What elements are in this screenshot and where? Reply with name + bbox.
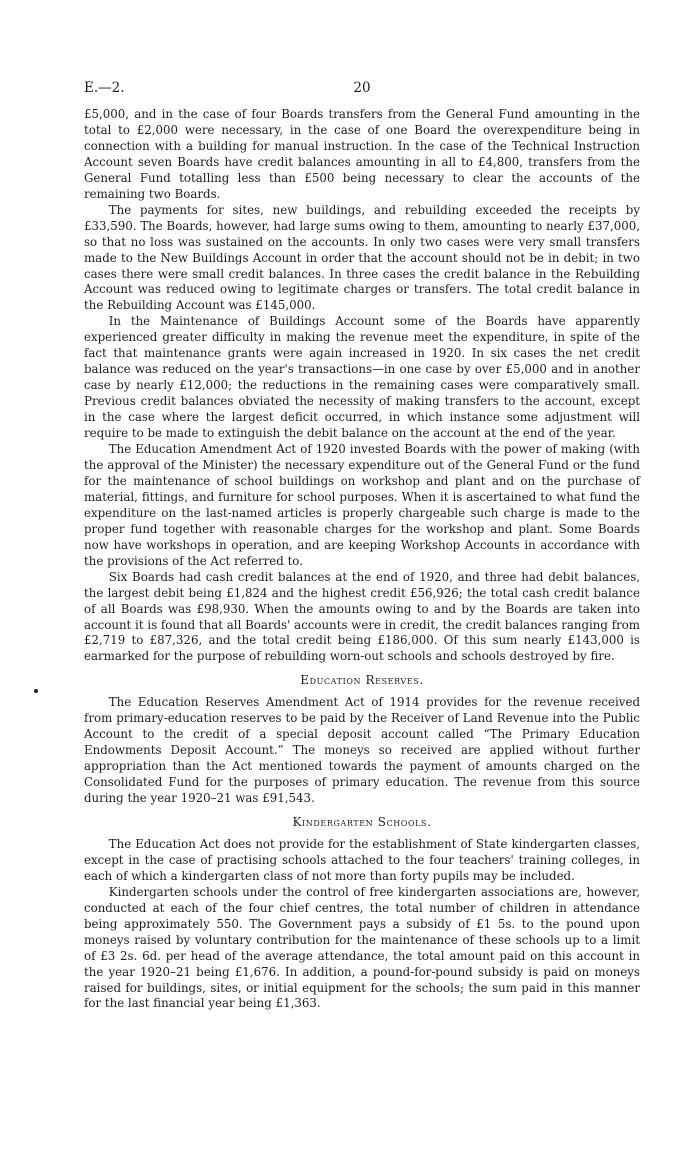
document-body [84, 107, 640, 1012]
report-reference: E.—2. [84, 80, 125, 96]
paragraph-kindergarten-subsidy: Kindergarten schools under the control of free kindergarten associations are, however, conducted at each of the four chief centres, the total number of children in attendance being approximately 550. The Government pays a subsidy of £1 5s. to the pound upon moneys raised by voluntary contribution for the maintenance of these schools up to a limit of £3 2s. 6d. per head of the average attendance, the total amount paid on this account in the year 1920–21 being £1,676. In addition, a pound-for-pound subsidy is paid on moneys raised for buildings, sites, or initial equipment for the schools; the sum paid in this manner for the last financial year being £1,363. [84, 884, 640, 1011]
paragraph-maintenance-account: In the Maintenance of Buildings Account some of the Boards have apparently experienced greater difficulty in making the revenue meet the expenditure, in spite of the fact that maintenance grants were again increased in 1920. In six cases the net credit balance was reduced on the year's transactions—in one case by over £5,000 and in another case by nearly £12,000; the reductions in the remaining cases were comparatively small. Previous credit balances obviated the necessity of making transfers to the account, except in the case where the largest deficit occurred, in which instance some adjustment will require to be made to extinguish the debit balance on the account at the end of the year. [84, 314, 640, 441]
margin-dot [34, 689, 38, 693]
heading-education-reserves: Education Reserves. [300, 673, 424, 688]
page-header [84, 80, 640, 100]
paragraph-buildings-payments: The payments for sites, new buildings, and rebuilding exceeded the receipts by £33,590. The Boards, however, had large sums owing to them, amounting to nearly £37,000, so that no loss was sustained on the accounts. In only two cases were very small transfers made to the New Buildings Account in order that the account should not be in debit; in two cases there were small credit balances. In three cases the credit balance in the Rebuilding Account was reduced owing to legitimate charges or transfers. The total credit balance in the Rebuilding Account was £145,000. [84, 202, 640, 313]
paragraph-general-fund: £5,000, and in the case of four Boards transfers from the General Fund amounting in the total to £2,000 were necessary, in the case of one Board the overexpenditure being in connection with a building for manual instruction. In the case of the Technical Instruction Account seven Boards have credit balances amounting in all to £4,800, transfers from the General Fund totalling less than £500 being necessary to clear the accounts of the remaining two Boards. [84, 107, 640, 201]
paragraph-education-reserves: The Education Reserves Amendment Act of 1914 provides for the revenue received from primary-education reserves to be paid by the Receiver of Land Revenue into the Public Account to the credit of a special deposit account called “The Primary Education Endowments Deposit Account.” The moneys so received are applied without further appropriation than the Act mentioned towards the payment of amounts charged on the Consolidated Fund for the purposes of primary education. The revenue from this source during the year 1920–21 was £91,543. [84, 695, 640, 806]
paragraph-cash-balances: Six Boards had cash credit balances at the end of 1920, and three had debit balances, the largest debit being £1,824 and the highest credit £56,926; the total cash credit balance of all Boards was £98,930. When the amounts owing to and by the Boards are taken into account it is found that all Boards' accounts were in credit, the credit balances ranging from £2,719 to £87,326, and the total credit being £186,000. Of this sum nearly £143,000 is earmarked for the purpose of rebuilding worn-out schools and schools destroyed by fire. [84, 569, 640, 664]
page-number: 20 [353, 80, 371, 96]
paragraph-kindergarten-act: The Education Act does not provide for the establishment of State kindergarten classes, except in the case of practising schools attached to the four teachers' training colleges, in each of which a kindergarten class of not more than forty pupils may be included. [84, 836, 640, 883]
paragraph-amendment-act: The Education Amendment Act of 1920 invested Boards with the power of making (with the approval of the Minister) the necessary expenditure out of the General Fund or the fund for the maintenance of school buildings on workshop and plant and on the purchase of material, fittings, and furniture for school purposes. When it is ascertained to what fund the expenditure on the last-named articles is properly chargeable such charge is made to the proper fund together with reasonable charges for the workshop and plant. Some Boards now have workshops in operation, and are keeping Workshop Accounts in accordance with the provisions of the Act referred to. [84, 442, 640, 568]
heading-kindergarten-schools: Kindergarten Schools. [292, 814, 432, 829]
